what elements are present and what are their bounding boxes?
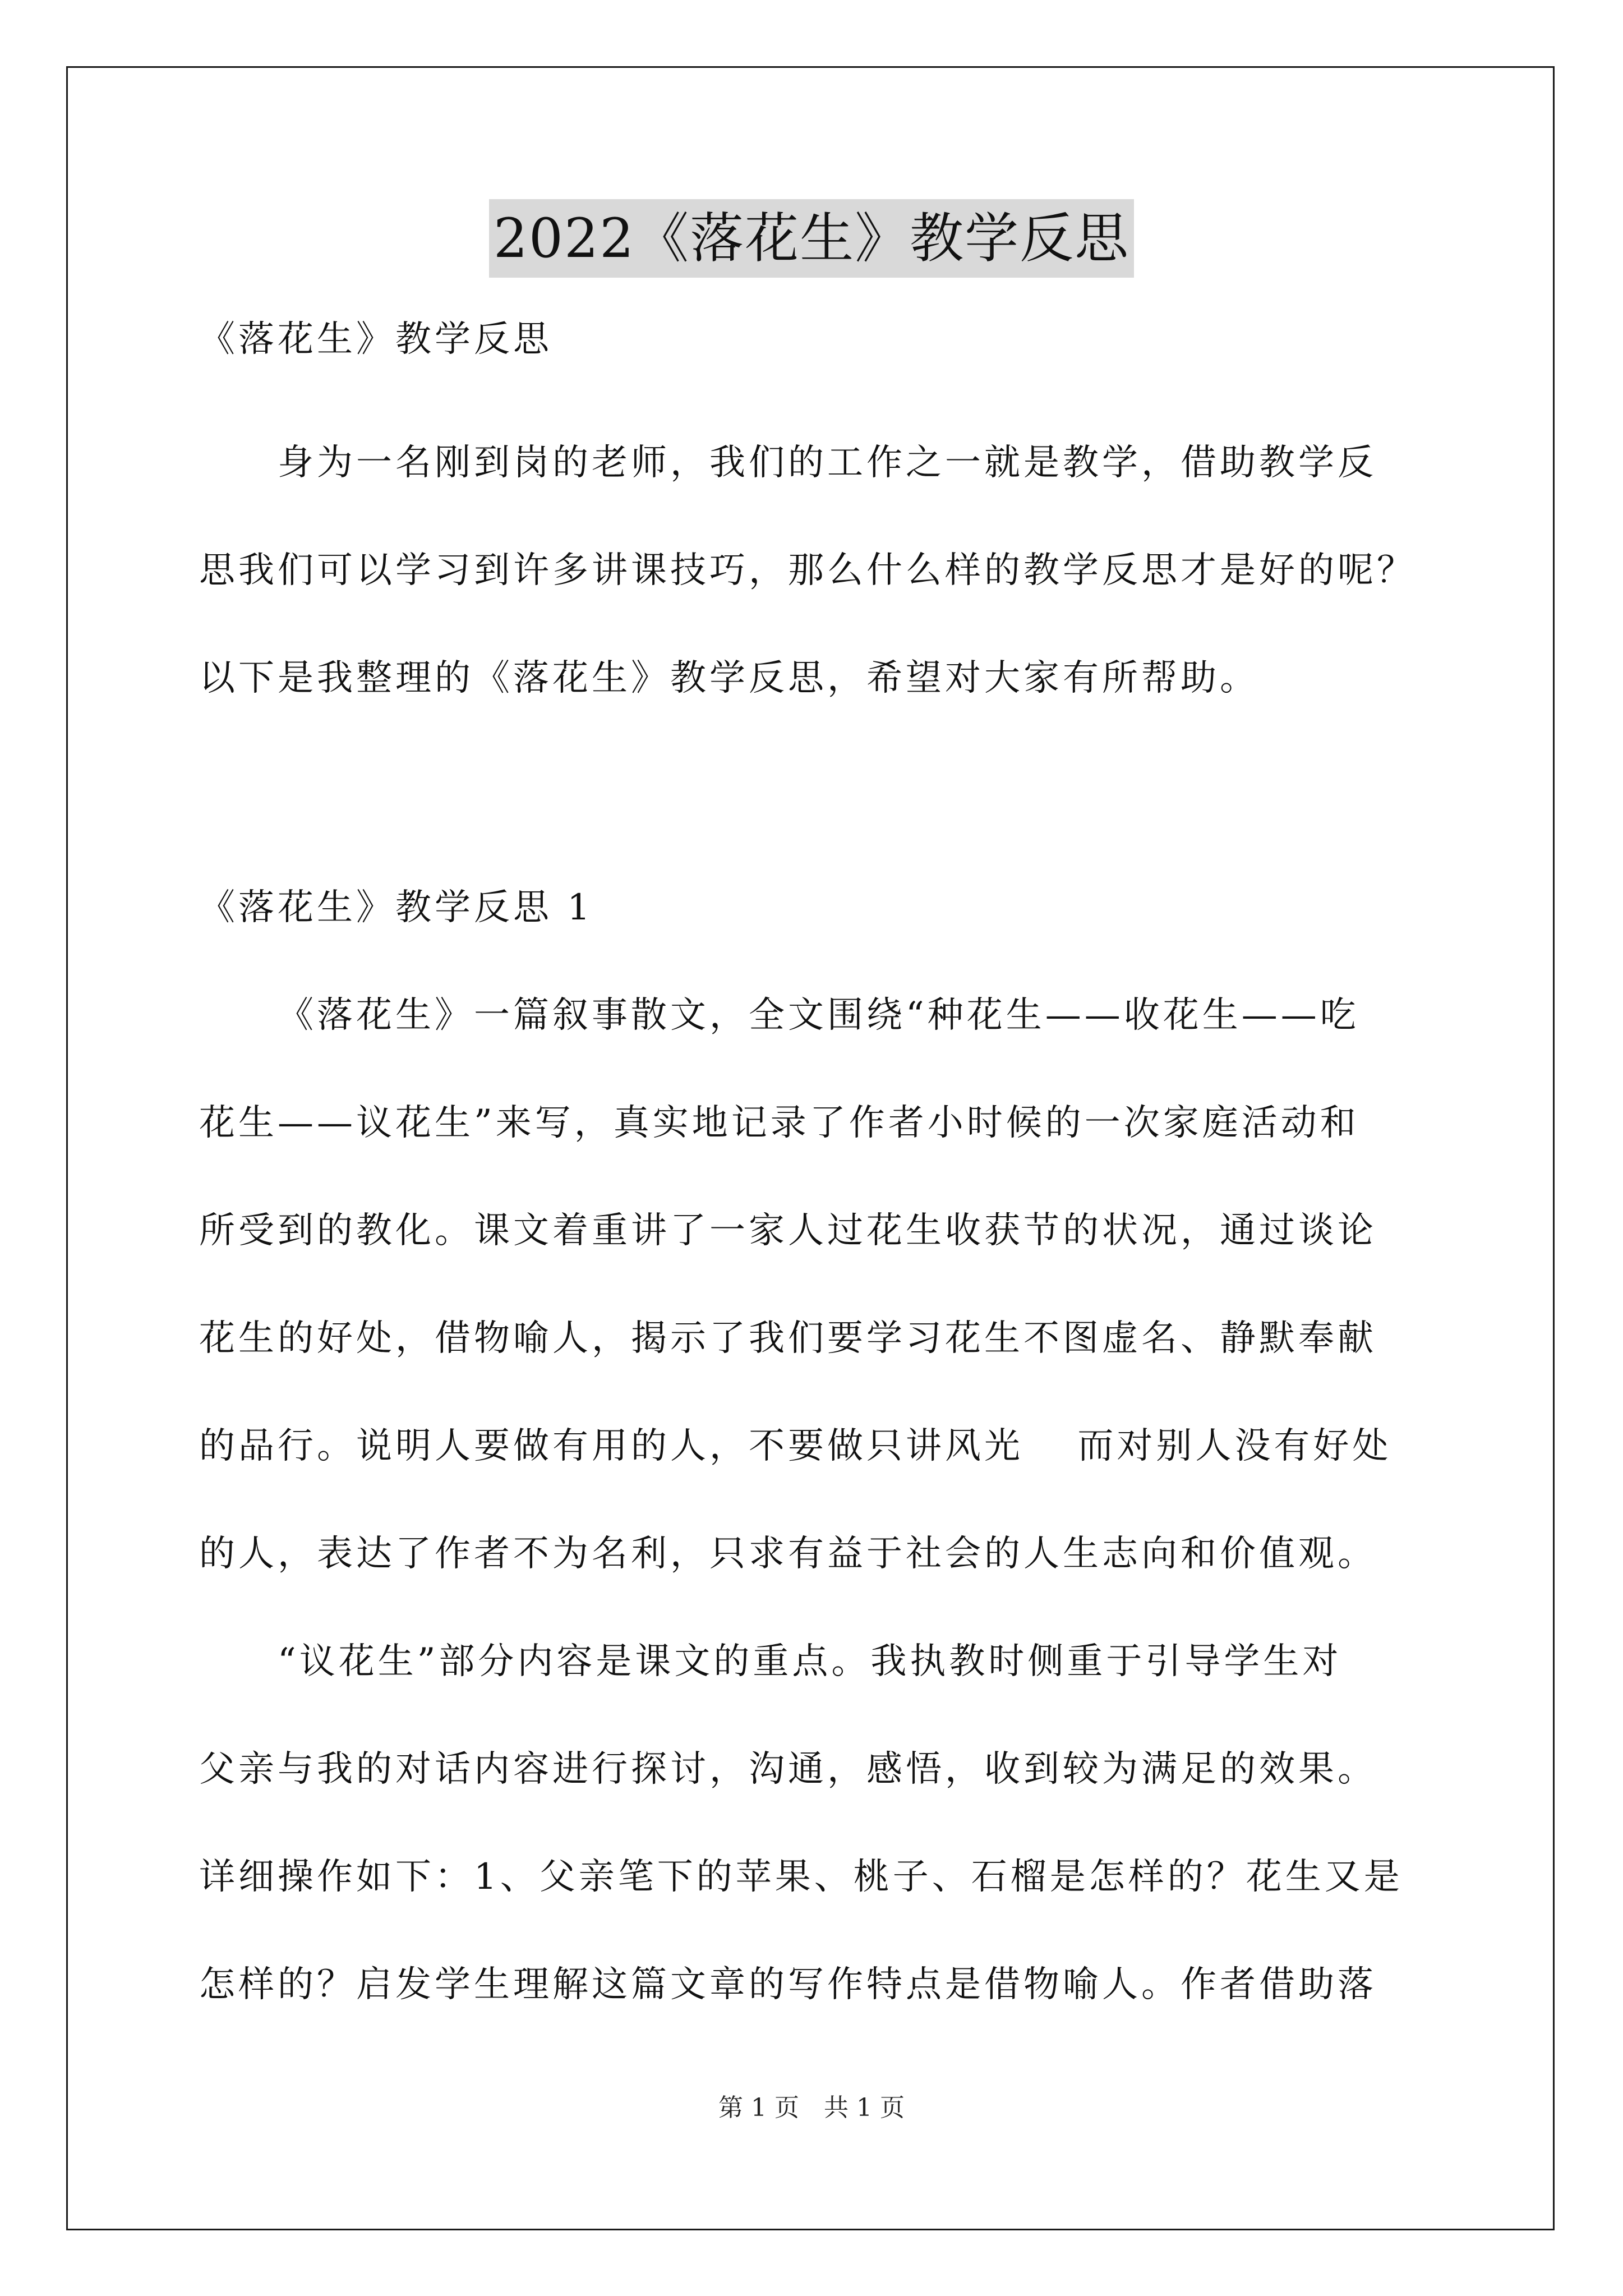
paragraph-line: 的人，表达了作者不为名利，只求有益于社会的人生志向和价值观。 bbox=[199, 1533, 1377, 1575]
intro-line: 以下是我整理的《落花生》教学反思，希望对大家有所帮助。 bbox=[199, 657, 1259, 699]
paragraph-line: 花生——议花生”来写，真实地记录了作者小时候的一次家庭活动和 bbox=[199, 1102, 1359, 1144]
page-footer: 第 1 页 共 1 页 bbox=[718, 2093, 905, 2122]
paragraph-line: 父亲与我的对话内容进行探讨，沟通，感悟，收到较为满足的效果。 bbox=[199, 1749, 1377, 1790]
paragraph-line: 花生的好处，借物喻人，揭示了我们要学习花生不图虚名、静默奉献 bbox=[199, 1318, 1377, 1359]
paragraph-line: 详细操作如下：1、父亲笔下的苹果、桃子、石榴是怎样的？花生又是 bbox=[199, 1856, 1403, 1898]
intro-line: 身为一名刚到岗的老师，我们的工作之一就是教学，借助教学反 bbox=[278, 442, 1377, 484]
document-title: 2022《落花生》教学反思 bbox=[489, 199, 1134, 278]
intro-line: 思我们可以学习到许多讲课技巧，那么什么样的教学反思才是好的呢？ bbox=[199, 550, 1416, 591]
paragraph-line: 所受到的教化。课文着重讲了一家人过花生收获节的状况，通过谈论 bbox=[199, 1210, 1377, 1251]
page-border bbox=[66, 66, 1555, 2230]
paragraph-line: “议花生”部分内容是课文的重点。我执教时侧重于引导学生对 bbox=[278, 1641, 1342, 1682]
paragraph-line: 《落花生》一篇叙事散文，全文围绕“种花生——收花生——吃 bbox=[278, 995, 1359, 1036]
title-container bbox=[0, 199, 1623, 278]
paragraph-line: 怎样的？启发学生理解这篇文章的写作特点是借物喻人。作者借助落 bbox=[199, 1964, 1377, 2005]
section-heading: 《落花生》教学反思 1 bbox=[199, 887, 594, 928]
subtitle: 《落花生》教学反思 bbox=[199, 319, 552, 360]
paragraph-line: 的品行。说明人要做有用的人，不要做只讲风光 而对别人没有好处 bbox=[199, 1425, 1392, 1467]
